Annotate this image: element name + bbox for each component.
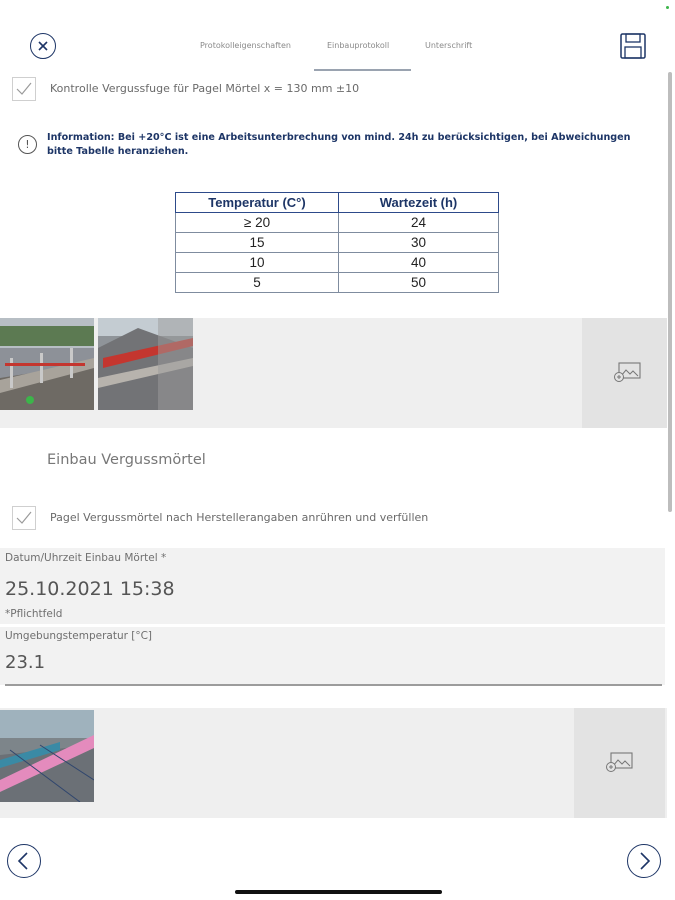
save-button[interactable]: [619, 32, 647, 60]
add-photo-button[interactable]: [582, 318, 667, 428]
floppy-disk-icon: [619, 32, 647, 60]
info-text: Information: Bei +20°C ist eine Arbeitsunterbrechung von mind. 24h zu berücksichtigen, bei Abweichungen bitte Tabelle heranziehen.: [47, 132, 631, 157]
checkmark-icon: [16, 82, 32, 95]
checkmark-icon: [16, 511, 32, 524]
photo-thumbnail[interactable]: [98, 318, 193, 410]
table-cell: 24: [339, 213, 499, 233]
add-image-icon: [606, 751, 634, 773]
table-cell: 5: [176, 273, 339, 293]
chevron-left-icon: [8, 845, 40, 877]
tab-unterschrift[interactable]: Unterschrift: [425, 41, 473, 50]
tab-einbauprotokoll[interactable]: Einbauprotokoll: [327, 41, 390, 50]
table-header: Wartezeit (h): [339, 193, 499, 213]
table-cell: 40: [339, 253, 499, 273]
temperature-field[interactable]: [0, 627, 665, 685]
field-value[interactable]: 23.1: [5, 652, 46, 673]
add-image-icon: [614, 361, 642, 383]
table-row: [176, 253, 499, 273]
table-cell: 50: [339, 273, 499, 293]
active-tab-indicator: [314, 69, 411, 71]
table-row: [176, 233, 499, 253]
section-title: Einbau Vergussmörtel: [47, 452, 206, 468]
add-photo-button[interactable]: [574, 708, 665, 818]
checkbox-vergussfuge[interactable]: [12, 77, 36, 101]
tab-bar: [0, 41, 675, 71]
table-header-row: [176, 193, 499, 213]
field-underline: [5, 684, 662, 686]
field-value[interactable]: 25.10.2021 15:38: [5, 578, 175, 600]
table-cell: 10: [176, 253, 339, 273]
photo-strip-1: [0, 318, 667, 428]
next-button[interactable]: [627, 844, 661, 878]
wait-time-table: [175, 192, 499, 293]
photo-strip-2: [0, 708, 667, 818]
table-cell: 15: [176, 233, 339, 253]
datetime-field[interactable]: [0, 548, 665, 624]
required-hint: *Pflichtfeld: [5, 608, 63, 620]
status-dot: [666, 6, 669, 9]
table-header: Temperatur (C°): [176, 193, 339, 213]
photo-thumbnail[interactable]: [0, 318, 94, 410]
info-icon: !: [18, 135, 37, 154]
table-row: [176, 213, 499, 233]
checkbox-label: Kontrolle Vergussfuge für Pagel Mörtel x = 130 mm ±10: [50, 82, 360, 95]
home-indicator: [235, 890, 442, 894]
field-label: Umgebungstemperatur [°C]: [5, 630, 153, 642]
tab-protokolleigenschaften[interactable]: Protokolleigenschaften: [200, 41, 291, 50]
table-cell: ≥ 20: [176, 213, 339, 233]
photo-thumbnail[interactable]: [0, 710, 94, 802]
field-label: Datum/Uhrzeit Einbau Mörtel *: [5, 552, 167, 564]
chevron-right-icon: [628, 845, 660, 877]
table-cell: 30: [339, 233, 499, 253]
checkbox-label: Pagel Vergussmörtel nach Herstellerangaben anrühren und verfüllen: [50, 511, 429, 524]
scrollbar[interactable]: [668, 72, 672, 512]
checkbox-vergussmoertel[interactable]: [12, 506, 36, 530]
table-row: [176, 273, 499, 293]
previous-button[interactable]: [7, 844, 41, 878]
